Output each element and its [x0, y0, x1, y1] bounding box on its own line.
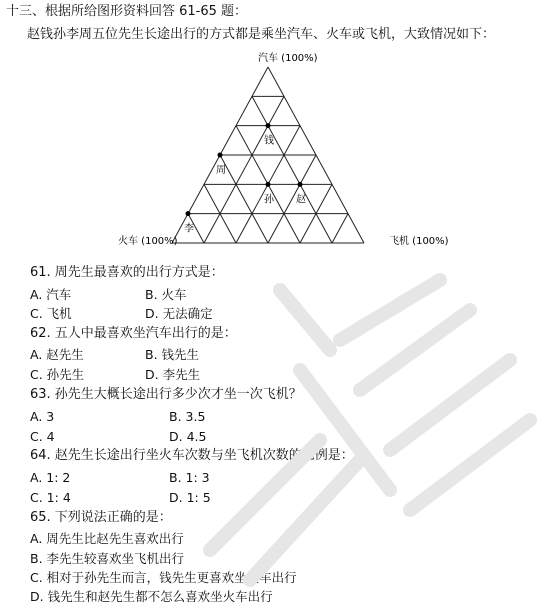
question-65: 65. 下列说法正确的是：: [30, 510, 172, 525]
plane-vertex-label: 飞机 (100%): [389, 236, 449, 247]
train-vertex-label: 火车 (100%): [118, 236, 178, 247]
brush-watermark: [190, 250, 537, 610]
q65-option-d[interactable]: D. 钱先生和赵先生都不怎么喜欢坐火车出行: [30, 589, 273, 604]
marker-label-2: 孙: [264, 194, 274, 206]
question-61: 61. 周先生最喜欢的出行方式是：: [30, 265, 224, 280]
question-63: 63. 孙先生大概长途出行多少次才坐一次飞机？: [30, 387, 302, 402]
q64-option-a[interactable]: A. 1: 2: [30, 470, 71, 485]
q65-option-b[interactable]: B. 李先生较喜欢坐飞机出行: [30, 551, 185, 566]
q63-option-c[interactable]: C. 4: [30, 429, 55, 444]
marker-dot-0: [266, 123, 271, 128]
q65-option-a[interactable]: A. 周先生比赵先生喜欢出行: [30, 531, 184, 546]
q61-option-d[interactable]: D. 无法确定: [145, 306, 213, 321]
apex-label: 汽车 (100%): [258, 53, 318, 64]
marker-dot-2: [266, 182, 271, 187]
q64-option-d[interactable]: D. 1: 5: [169, 490, 211, 505]
q63-option-d[interactable]: D. 4.5: [169, 429, 207, 444]
marker-dot-1: [218, 153, 223, 158]
person-markers: [184, 123, 306, 235]
q62-option-c[interactable]: C. 孙先生: [30, 367, 85, 382]
q61-option-a[interactable]: A. 汽车: [30, 287, 72, 302]
section-title: 十三、根据所给图形资料回答 61-65 题：: [6, 4, 248, 19]
q62-option-d[interactable]: D. 李先生: [145, 367, 201, 382]
q65-option-c[interactable]: C. 相对于孙先生而言，钱先生更喜欢坐火车出行: [30, 570, 297, 585]
q63-option-a[interactable]: A. 3: [30, 409, 55, 424]
grid-line-plane-5: [332, 214, 348, 243]
marker-label-0: 钱: [264, 135, 274, 147]
grid-line-train-1: [252, 96, 332, 243]
triangle-grid: [172, 67, 364, 243]
q61-option-b[interactable]: B. 火车: [145, 287, 187, 302]
marker-label-3: 赵: [296, 194, 306, 206]
question-62: 62. 五人中最喜欢坐汽车出行的是：: [30, 326, 237, 341]
question-64: 64. 赵先生长途出行坐火车次数与坐飞机次数的比例是：: [30, 448, 354, 463]
q61-option-c[interactable]: C. 飞机: [30, 306, 72, 321]
marker-label-4: 李: [184, 223, 194, 235]
q62-option-b[interactable]: B. 钱先生: [145, 347, 200, 362]
marker-dot-4: [186, 211, 191, 216]
ternary-diagram: [0, 0, 537, 260]
q62-option-a[interactable]: A. 赵先生: [30, 347, 84, 362]
q64-option-b[interactable]: B. 1: 3: [169, 470, 210, 485]
grid-line-plane-3: [268, 155, 316, 243]
q63-option-b[interactable]: B. 3.5: [169, 409, 206, 424]
grid-line-train-3: [220, 155, 268, 243]
marker-dot-3: [298, 182, 303, 187]
intro-text: 赵钱孙李周五位先生长途出行的方式都是乘坐汽车、火车或飞机，大致情况如下：: [27, 27, 496, 42]
q64-option-c[interactable]: C. 1: 4: [30, 490, 71, 505]
marker-label-1: 周: [216, 165, 226, 176]
